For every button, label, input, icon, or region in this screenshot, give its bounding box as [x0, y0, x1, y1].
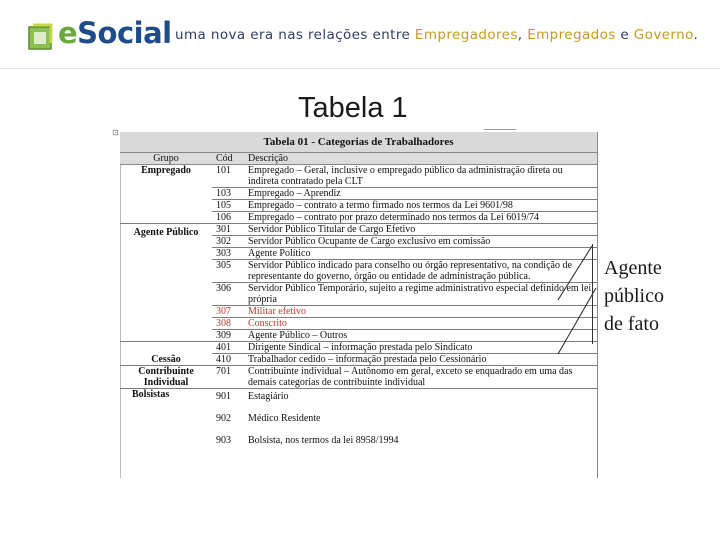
- row-code: 401: [212, 342, 246, 354]
- row-code: 701: [212, 366, 246, 389]
- row-code: 410: [212, 354, 246, 366]
- group-contribuinte-individual: Contribuinte Individual: [120, 366, 212, 389]
- row-desc: Empregado – contrato por prazo determinado nos termos da Lei 6019/74: [246, 212, 597, 224]
- logo-social: Social: [77, 16, 172, 50]
- row-code: 305: [212, 260, 246, 283]
- row-desc: Trabalhador cedido – informação prestada pelo Cessionário: [246, 354, 597, 366]
- callout-line2: público: [604, 285, 664, 307]
- logo-wordmark: [58, 16, 172, 50]
- row-desc: Médico Residente: [248, 413, 321, 424]
- categories-table: [120, 132, 597, 453]
- col-header-desc: Descrição: [246, 153, 597, 165]
- callout-line3: de fato: [604, 313, 659, 335]
- tagline: [175, 27, 698, 43]
- callout-bracket: [592, 244, 593, 344]
- row-desc: Dirigente Sindical – informação prestada pelo Sindicato: [246, 342, 597, 354]
- tagline-prefix: uma nova era nas relações entre: [175, 27, 415, 43]
- row-code: 103: [212, 188, 246, 200]
- header-divider: [0, 68, 720, 69]
- row-code: 903: [216, 435, 231, 446]
- callout-line1: Agente: [604, 257, 662, 279]
- row-desc: Servidor Público Titular de Cargo Efetivo: [246, 224, 597, 236]
- slide-title: Tabela 1: [298, 92, 408, 124]
- row-desc: Bolsista, nos termos da lei 8958/1994: [248, 435, 399, 446]
- row-code: 302: [212, 236, 246, 248]
- row-code: 303: [212, 248, 246, 260]
- resize-marker-icon: ⊡: [112, 128, 119, 137]
- col-header-group: Grupo: [120, 153, 212, 165]
- table-row: [120, 389, 597, 410]
- row-desc: Militar efetivo: [246, 306, 597, 318]
- row-code: 307: [212, 306, 246, 318]
- row-code: 105: [212, 200, 246, 212]
- row-desc: Servidor Público indicado para conselho ou órgão representativo, na condição de representante do governo, órgão ou entidade de administração pública.: [246, 260, 597, 283]
- table-row: [120, 366, 597, 389]
- row-code: 308: [212, 318, 246, 330]
- row-code: 101: [216, 165, 231, 176]
- tagline-empregados: Empregados: [527, 27, 616, 43]
- row-code: 901: [212, 389, 246, 410]
- row-desc: Agente Público – Outros: [246, 330, 597, 342]
- tagline-end: .: [693, 27, 699, 43]
- callout-agente-publico-de-fato: [604, 254, 664, 338]
- tagline-governo: Governo: [633, 27, 694, 43]
- row-desc: Conscrito: [246, 318, 597, 330]
- row-desc: Servidor Público Ocupante de Cargo exclusivo em comissão: [246, 236, 597, 248]
- group-agente-publico: Agente Público: [120, 224, 212, 342]
- table-row: [120, 165, 597, 188]
- table-header-row: [120, 153, 597, 165]
- row-desc: Servidor Público Temporário, sujeito a regime administrativo especial definido em lei própria: [246, 283, 597, 306]
- tagline-sep1: ,: [517, 27, 528, 43]
- row-desc: Empregado – Geral, inclusive o empregado público da administração direta ou indireta contratado pela CLT: [248, 165, 563, 187]
- top-marker-line: [484, 129, 516, 130]
- row-desc: Contribuinte individual – Autônomo em geral, exceto se enquadrado em uma das demais categorias de contribuinte individual: [246, 366, 597, 389]
- row-desc: Empregado – contrato a termo firmado nos termos da Lei 9601/98: [246, 200, 597, 212]
- group-empregado: Empregado: [141, 165, 191, 176]
- row-code: 106: [212, 212, 246, 224]
- logo-e: e: [58, 16, 78, 50]
- tagline-sep2: e: [615, 27, 634, 43]
- col-header-code: Cód: [212, 153, 246, 165]
- row-code: 902: [216, 413, 231, 424]
- header-bar: [0, 0, 720, 70]
- row-desc: Estagiário: [246, 389, 597, 410]
- group-cessao: Cessão: [120, 342, 212, 366]
- row-desc: Empregado – Aprendiz: [246, 188, 597, 200]
- row-code: 306: [212, 283, 246, 306]
- row-code: 309: [212, 330, 246, 342]
- table-row: [120, 224, 597, 236]
- row-desc: Agente Político: [246, 248, 597, 260]
- tagline-empregadores: Empregadores: [414, 27, 518, 43]
- esocial-logo: [28, 16, 172, 58]
- row-code: 301: [212, 224, 246, 236]
- group-bolsistas: Bolsistas: [120, 389, 212, 454]
- callout-pointer-lines: [540, 240, 610, 360]
- table-row: [120, 342, 597, 354]
- logo-mark-icon: [28, 21, 54, 51]
- table-caption: Tabela 01 - Categorias de Trabalhadores: [120, 132, 597, 153]
